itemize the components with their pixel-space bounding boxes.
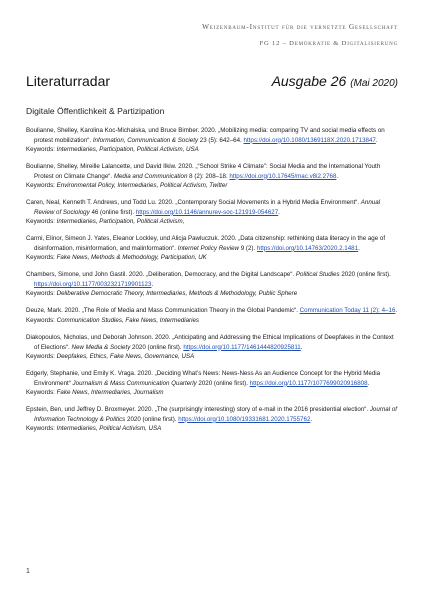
- reference-source-link[interactable]: Communication Today 11 (2): 4–16: [299, 307, 396, 315]
- page-number: 1: [26, 568, 30, 575]
- reference-journal: New Media & Society: [71, 343, 131, 351]
- reference-text: Carmi, Elinor, Simeon J. Yates, Eleanor Lockley, und Alicja Pawluczuk. 2020. „Data citizenship: rethinking data literacy in the age of disinformation, misinformation, and malinformation“.: [26, 235, 386, 252]
- reference-journal: Political Studies: [295, 271, 340, 279]
- punctuation: .: [300, 343, 303, 351]
- keywords-label: Keywords:: [26, 425, 55, 433]
- reference-journal: Journal of Information Technology & Politics: [34, 406, 398, 423]
- reference-keywords: [26, 217, 400, 227]
- keywords-values: Deepfakes, Ethics, Fake News, Governance, USA: [56, 353, 195, 361]
- reference-text: Epstein, Ben, und Jeffrey D. Broxmeyer. 2020. „The (surprisingly interesting) story of e-mail in the 2016 presidential election“.: [26, 406, 369, 414]
- reference-doi-link[interactable]: https://doi.org/10.1177/0032321719901123: [34, 280, 152, 288]
- punctuation: .: [151, 280, 154, 288]
- reference-entry: [26, 162, 400, 191]
- reference-details: 2020 (online first).: [127, 415, 177, 423]
- reference-text: Deuze, Mark. 2020. „The Role of Media and Mass Communication Theory in the Global Pandemic“.: [26, 307, 298, 315]
- punctuation: .: [375, 136, 378, 144]
- reference-keywords: [26, 181, 400, 191]
- reference-details: 2020 (online first).: [132, 343, 182, 351]
- reference-entry: [26, 333, 400, 362]
- reference-keywords: [26, 145, 400, 155]
- reference-doi-link[interactable]: https://doi.org/10.1146/annurev-soc-121919-054627: [135, 208, 279, 216]
- keywords-values: Environmental Policy, Intermediaries, Political Activism, Twitter: [56, 182, 228, 190]
- reference-doi-link[interactable]: https://doi.org/10.17645/mac.v8i2.2768: [229, 172, 337, 180]
- reference-doi-link[interactable]: https://doi.org/10.14763/2020.2.1481: [256, 244, 359, 252]
- reference-list: [26, 126, 400, 441]
- reference-doi-link[interactable]: https://doi.org/10.1080/19331681.2020.1755762: [178, 415, 311, 423]
- punctuation: .: [395, 307, 398, 315]
- research-group-header: FG 12 – Demokratie & Digitalisierung: [259, 40, 398, 47]
- keywords-values: Fake News, Methods & Methodology, Participation, UK: [56, 254, 207, 262]
- reference-doi-link[interactable]: https://doi.org/10.1177/1461444820925811: [183, 343, 301, 351]
- issue-date: (Mai 2020): [350, 78, 398, 89]
- issue-number: Ausgabe 26: [271, 73, 347, 89]
- reference-text: Chambers, Simone, und John Gastil. 2020. „Deliberation, Democracy, and the Digital Landscape“.: [26, 271, 295, 279]
- reference-journal: Information, Communication & Society: [92, 136, 199, 144]
- punctuation: .: [367, 379, 370, 387]
- reference-keywords: [26, 316, 400, 326]
- reference-keywords: [26, 424, 400, 434]
- section-heading: Digitale Öffentlichkeit & Partizipation: [26, 106, 165, 116]
- keywords-values: Intermediaries, Participation, Political Activism, USA: [56, 146, 199, 153]
- reference-text: Diakopoulos, Nicholas, und Deborah Johnson. 2020. „Anticipating and Addressing the Ethical Implications of Deepfakes in the Context of Elections“.: [26, 334, 394, 351]
- institute-header: Weizenbaum-Institut für die vernetzte Gesellschaft: [201, 22, 398, 31]
- keywords-values: Intermediaries, Political Activism, USA: [56, 425, 162, 433]
- punctuation: .: [336, 172, 339, 180]
- reference-keywords: [26, 253, 400, 263]
- keywords-values: Fake News, Intermediaries, Journalism: [56, 389, 164, 397]
- reference-keywords: [26, 352, 400, 362]
- punctuation: .: [358, 244, 360, 252]
- reference-text: Boulianne, Shelley, Mireille Lalancette, und David Ilkiw. 2020. „“School Strike 4 Climate”: Social Media and the International Youth Protest on Climate Change“.: [26, 163, 381, 180]
- reference-entry: [26, 234, 400, 263]
- reference-journal: Annual Review of Sociology: [34, 199, 381, 216]
- punctuation: .: [310, 415, 313, 423]
- reference-details: 46 (online first).: [91, 208, 135, 216]
- keywords-label: Keywords:: [26, 353, 55, 361]
- keywords-label: Keywords:: [26, 290, 55, 298]
- reference-entry: [26, 306, 400, 325]
- reference-entry: [26, 126, 400, 155]
- reference-entry: [26, 270, 400, 299]
- reference-journal: Internet Policy Review: [177, 244, 239, 252]
- reference-entry: [26, 405, 400, 434]
- reference-details: 2020 (online first).: [341, 271, 391, 279]
- reference-doi-link[interactable]: https://doi.org/10.1177/1077699020916808: [249, 379, 368, 387]
- keywords-label: Keywords:: [26, 316, 55, 324]
- reference-text: Boulianne, Shelley, Karolina Koc-Michalska, und Bruce Bimber. 2020. „Mobilizing media: comparing TV and social media effects on protest mobilization“.: [26, 127, 385, 144]
- reference-details: 9 (2).: [240, 244, 256, 252]
- issue-label: [272, 73, 398, 89]
- keywords-label: Keywords:: [26, 218, 55, 226]
- reference-details: 23 (5): 642–64.: [199, 136, 242, 144]
- reference-details: 8 (2): 208–18.: [189, 172, 228, 180]
- keywords-values: Deliberative Democratic Theory, Intermediaries, Methods & Methodology, Public Sphere: [56, 290, 298, 298]
- reference-doi-link[interactable]: https://doi.org/10.1080/1369118X.2020.1713847: [243, 136, 376, 144]
- reference-keywords: [26, 289, 400, 299]
- keywords-label: Keywords:: [26, 182, 55, 190]
- reference-journal: Media and Communication: [113, 172, 188, 180]
- keywords-label: Keywords:: [26, 146, 55, 153]
- reference-details: 2020 (online first).: [198, 379, 248, 387]
- punctuation: .: [278, 208, 280, 216]
- reference-keywords: [26, 388, 400, 398]
- reference-text: Edgerly, Stephanie, und Emily K. Vraga. 2020. „Deciding What’s News: News-Ness As an Audience Concept for the Hybrid Media Environment“: [26, 370, 381, 387]
- keywords-values: Communication Studies, Fake News, Intermediaries: [56, 316, 199, 324]
- page-title: Literaturradar: [26, 73, 111, 89]
- reference-text: Caren, Neal, Kenneth T. Andrews, und Todd Lu. 2020. „Contemporary Social Movements in a Hybrid Media Environment“.: [26, 199, 360, 207]
- reference-entry: [26, 198, 400, 227]
- keywords-label: Keywords:: [26, 389, 55, 397]
- reference-entry: [26, 369, 400, 398]
- keywords-values: Intermediaries, Participation, Political Activism,: [56, 218, 185, 226]
- reference-journal: Journalism & Mass Communication Quarterly: [72, 379, 197, 387]
- keywords-label: Keywords:: [26, 254, 55, 262]
